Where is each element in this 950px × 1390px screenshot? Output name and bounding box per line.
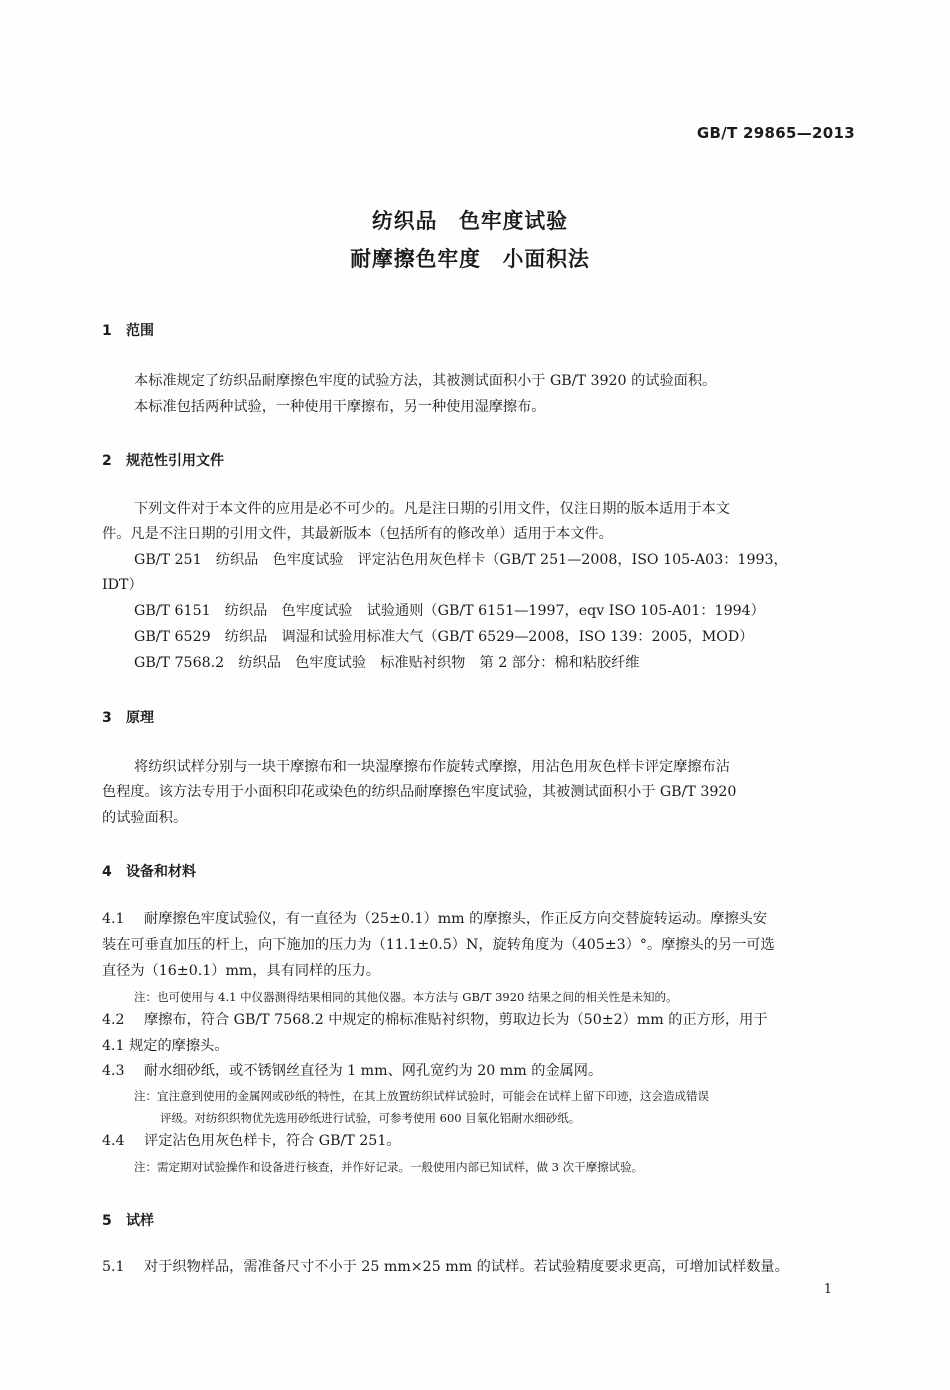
section-heading-principle	[102, 707, 154, 727]
section-heading-scope	[102, 320, 154, 340]
reference-entry: GB/T 6151 纺织品 色牢度试验 试验通则（GB/T 6151—1997，eqv ISO 105-A01：1994）	[134, 603, 765, 619]
clause-text: 耐摩擦色牢度试验仪，有一直径为（25±0.1）mm 的摩擦头，作正反方向交替旋转运动。摩擦头安	[144, 911, 768, 927]
paragraph-line: 下列文件对于本文件的应用是必不可少的。凡是注日期的引用文件，仅注日期的版本适用于本文	[134, 501, 730, 517]
section-title: 原理	[126, 710, 154, 726]
standard-number: GB/T 29865—2013	[696, 124, 855, 142]
paragraph: 本标准包括两种试验，一种使用干摩擦布，另一种使用湿摩擦布。	[134, 399, 546, 415]
clause-number: 4.3	[102, 1063, 125, 1079]
section-heading-normative-references	[102, 450, 224, 470]
note-line: 评级。对纺织织物优先选用砂纸进行试验，可参考使用 600 目氧化铝耐水细砂纸。	[160, 1111, 581, 1125]
paragraph-line: 的试验面积。	[102, 810, 188, 826]
note: 注：需定期对试验操作和设备进行核查，并作好记录。一般使用内部已知试样，做 3 次干摩擦试验。	[134, 1160, 644, 1174]
reference-entry: GB/T 6529 纺织品 调湿和试验用标准大气（GB/T 6529—2008，ISO 139：2005，MOD）	[134, 629, 754, 645]
paragraph-line: 色程度。该方法专用于小面积印花或染色的纺织品耐摩擦色牢度试验，其被测试面积小于 GB/T 3920	[102, 784, 737, 800]
clause-number: 5.1	[102, 1259, 125, 1275]
clause-4-1	[102, 911, 767, 928]
reference-entry: GB/T 7568.2 纺织品 色牢度试验 标准贴衬织物 第 2 部分：棉和粘胶纤维	[134, 655, 640, 671]
note: 注：也可使用与 4.1 中仪器测得结果相同的其他仪器。本方法与 GB/T 3920 结果之间的相关性是未知的。	[134, 990, 678, 1004]
paragraph-line: 将纺织试样分别与一块干摩擦布和一块湿摩擦布作旋转式摩擦，用沾色用灰色样卡评定摩擦布沾	[134, 759, 730, 775]
section-number: 2	[102, 453, 112, 469]
clause-line: 直径为（16±0.1）mm，具有同样的压力。	[102, 963, 381, 979]
clause-text: 摩擦布，符合 GB/T 7568.2 中规定的棉标准贴衬织物，剪取边长为（50±2）mm 的正方形，用于	[144, 1012, 768, 1028]
clause-4-4	[102, 1133, 401, 1150]
reference-entry-continued: IDT）	[102, 577, 143, 593]
clause-line: 装在可垂直加压的杆上，向下施加的压力为（11.1±0.5）N，旋转角度为（405±3）°。摩擦头的另一可选	[102, 937, 775, 953]
reference-entry: GB/T 251 纺织品 色牢度试验 评定沾色用灰色样卡（GB/T 251—2008，ISO 105-A03：1993，	[134, 552, 788, 568]
section-title: 范围	[126, 323, 154, 339]
clause-line: 4.1 规定的摩擦头。	[102, 1038, 229, 1054]
section-number: 1	[102, 323, 112, 339]
note: 注：宜注意到使用的金属网或砂纸的特性，在其上放置纺织试样试验时，可能会在试样上留下印迹，这会造成错误	[134, 1089, 709, 1103]
section-heading-specimens	[102, 1210, 154, 1230]
page-number: 1	[823, 1282, 832, 1297]
section-number: 4	[102, 864, 112, 880]
section-number: 3	[102, 710, 112, 726]
clause-number: 4.1	[102, 911, 125, 927]
section-heading-apparatus	[102, 861, 196, 881]
clause-number: 4.4	[102, 1133, 125, 1149]
clause-4-3	[102, 1063, 602, 1080]
section-title: 规范性引用文件	[126, 453, 224, 469]
clause-number: 4.2	[102, 1012, 125, 1028]
clause-text: 评定沾色用灰色样卡，符合 GB/T 251。	[144, 1133, 401, 1149]
section-title: 试样	[126, 1213, 154, 1229]
document-title-line1: 纺织品 色牢度试验	[372, 209, 568, 233]
paragraph: 本标准规定了纺织品耐摩擦色牢度的试验方法，其被测试面积小于 GB/T 3920 的试验面积。	[134, 373, 717, 389]
clause-5-1	[102, 1259, 789, 1276]
clause-text: 对于织物样品，需准备尺寸不小于 25 mm×25 mm 的试样。若试验精度要求更高，可增加试样数量。	[144, 1259, 789, 1275]
section-number: 5	[102, 1213, 112, 1229]
clause-4-2	[102, 1012, 768, 1029]
paragraph-line: 件。凡是不注日期的引用文件，其最新版本（包括所有的修改单）适用于本文件。	[102, 526, 613, 542]
clause-text: 耐水细砂纸，或不锈钢丝直径为 1 mm、网孔宽约为 20 mm 的金属网。	[144, 1063, 603, 1079]
section-title: 设备和材料	[126, 864, 196, 880]
document-title-line2: 耐摩擦色牢度 小面积法	[350, 247, 590, 271]
